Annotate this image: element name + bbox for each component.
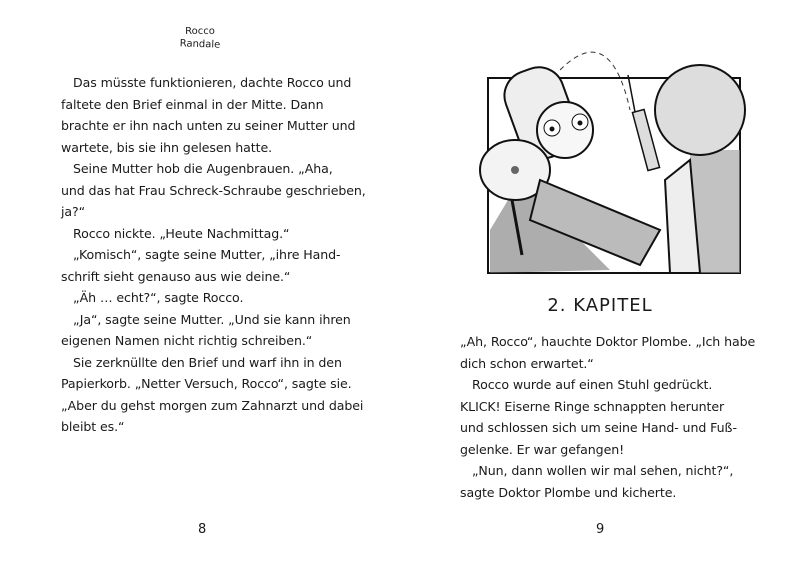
dentist-chair-illustration (460, 30, 760, 285)
page-number: 8 (198, 522, 207, 537)
body-text (61, 72, 366, 438)
text-line: Papierkorb. „Netter Versuch, Rocco“, sagte sie. (61, 376, 352, 391)
page-number: 9 (596, 522, 605, 537)
text-line: „Äh … echt?“, sagte Rocco. (73, 290, 244, 305)
text-line: Rocco nickte. „Heute Nachmittag.“ (73, 225, 290, 241)
chapter-title: 2. KAPITEL (547, 295, 653, 316)
text-line: KLICK! Eiserne Ringe schnappten herunter (460, 398, 725, 414)
text-line: gelenke. Er war gefangen! (460, 441, 625, 457)
text-line: Das müsste funktionieren, dachte Rocco und (73, 75, 352, 90)
header-line-1: Rocco (185, 26, 215, 37)
body-text (460, 331, 755, 503)
text-line: ja?“ (61, 204, 86, 219)
text-line: „Komisch“, sagte seine Mutter, „ihre Hand- (73, 247, 341, 262)
text-line: „Ja“, sagte seine Mutter. „Und sie kann ihren (73, 311, 351, 327)
text-line: brachte er ihn nach unten zu seiner Mutter und (61, 118, 356, 133)
text-line: Rocco wurde auf einen Stuhl gedrückt. (472, 377, 713, 392)
text-line: Sie zerknüllte den Brief und warf ihn in den (73, 354, 342, 370)
text-line: eigenen Namen nicht richtig schreiben.“ (61, 333, 313, 348)
text-line: wartete, bis sie ihn gelesen hatte. (61, 139, 273, 155)
text-line: schrift sieht genauso aus wie deine.“ (61, 268, 291, 284)
text-line: „Nun, dann wollen wir mal sehen, nicht?“, (472, 463, 734, 478)
header-line-2: Randale (179, 38, 221, 51)
text-line: „Ah, Rocco“, hauchte Doktor Plombe. „Ich habe (460, 334, 756, 349)
text-line: und schlossen sich um seine Hand- und Fuß- (460, 420, 737, 435)
text-line: faltete den Brief einmal in der Mitte. Dann (61, 96, 324, 112)
right-page (400, 0, 800, 580)
text-line: „Aber du gehst morgen zum Zahnarzt und dabei (61, 397, 364, 413)
text-line: sagte Doktor Plombe und kicherte. (460, 484, 677, 500)
text-line: dich schon erwartet.“ (460, 355, 594, 371)
running-header (160, 25, 240, 51)
text-line: Seine Mutter hob die Augenbrauen. „Aha, (73, 161, 333, 176)
text-line: bleibt es.“ (61, 419, 125, 434)
text-line: und das hat Frau Schreck-Schraube geschrieben, (61, 182, 366, 198)
